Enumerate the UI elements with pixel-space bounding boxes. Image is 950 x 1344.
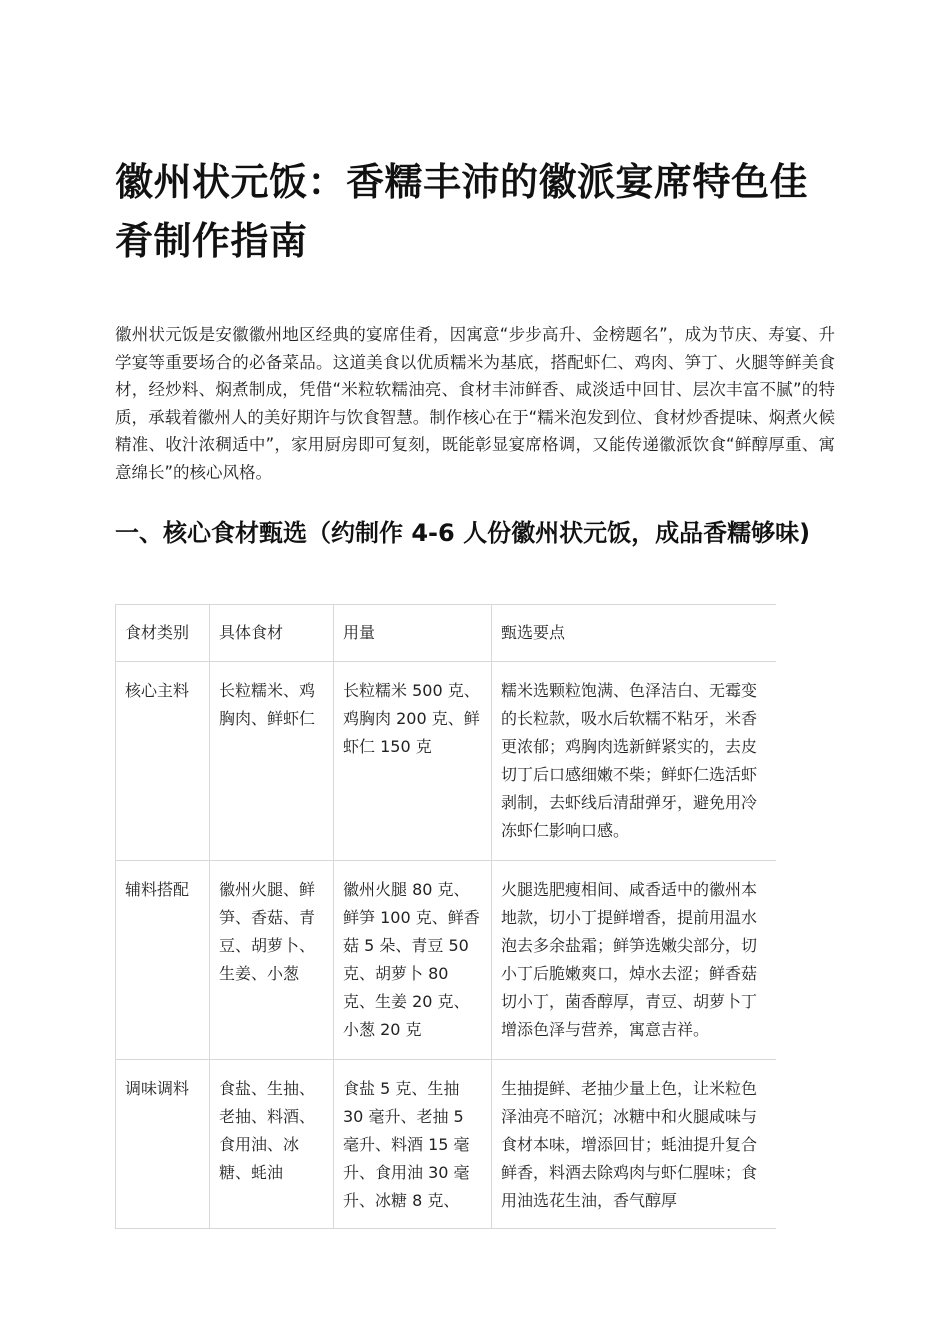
table-cell-tips: 糯米选颗粒饱满、色泽洁白、无霉变的长粒款，吸水后软糯不粘牙，米香更浓郁；鸡胸肉选新鲜紧实的，去皮切丁后口感细嫩不柴；鲜虾仁选活虾剥制，去虾线后清甜弹牙，避免用冷冻虾仁影响口感。 xyxy=(492,662,777,861)
table-header-row xyxy=(116,605,777,662)
table-header-cell: 食材类别 xyxy=(116,605,210,662)
table-row xyxy=(116,1060,777,1230)
table-cell-amount: 食盐 5 克、生抽 30 毫升、老抽 5 毫升、料酒 15 毫升、食用油 30 毫升、冰糖 8 克、 xyxy=(334,1060,492,1230)
table-cell-tips: 火腿选肥瘦相间、咸香适中的徽州本地款，切小丁提鲜增香，提前用温水泡去多余盐霜；鲜笋选嫩尖部分，切小丁后脆嫩爽口，焯水去涩；鲜香菇切小丁，菌香醇厚，青豆、胡萝卜丁增添色泽与营养，寓意吉祥。 xyxy=(492,861,777,1060)
table-cell-category: 核心主料 xyxy=(116,662,210,861)
table-cell-items: 徽州火腿、鲜笋、香菇、青豆、胡萝卜、生姜、小葱 xyxy=(210,861,334,1060)
table-cell-items: 长粒糯米、鸡胸肉、鲜虾仁 xyxy=(210,662,334,861)
section-heading: 一、核心食材甄选（约制作 4-6 人份徽州状元饭，成品香糯够味) xyxy=(115,519,811,547)
table-cell-amount: 长粒糯米 500 克、鸡胸肉 200 克、鲜虾仁 150 克 xyxy=(334,662,492,861)
table-header-cell: 甄选要点 xyxy=(492,605,777,662)
table-cell-category: 调味调料 xyxy=(116,1060,210,1230)
table-header-cell: 用量 xyxy=(334,605,492,662)
table-cell-amount: 徽州火腿 80 克、鲜笋 100 克、鲜香菇 5 朵、青豆 50 克、胡萝卜 80 克、生姜 20 克、小葱 20 克 xyxy=(334,861,492,1060)
table-cell-category: 辅料搭配 xyxy=(116,861,210,1060)
table-header-cell: 具体食材 xyxy=(210,605,334,662)
table-cell-items: 食盐、生抽、老抽、料酒、食用油、冰糖、蚝油 xyxy=(210,1060,334,1230)
page-title: 徽州状元饭：香糯丰沛的徽派宴席特色佳肴制作指南 xyxy=(115,160,809,263)
table-row xyxy=(116,662,777,861)
intro-paragraph: 徽州状元饭是安徽徽州地区经典的宴席佳肴，因寓意“步步高升、金榜题名”，成为节庆、寿宴、升学宴等重要场合的必备菜品。这道美食以优质糯米为基底，搭配虾仁、鸡肉、笋丁、火腿等鲜美食材，经炒料、焖煮制成，凭借“米粒软糯油亮、食材丰沛鲜香、咸淡适中回甘、层次丰富不腻”的特质，承载着徽州人的美好期许与饮食智慧。制作核心在于“糯米泡发到位、食材炒香提味、焖煮火候精准、收汁浓稠适中”，家用厨房即可复刻，既能彰显宴席格调，又能传递徽派饮食“鲜醇厚重、寓意绵长”的核心风格。 xyxy=(115,325,835,482)
table-cell-tips: 生抽提鲜、老抽少量上色，让米粒色泽油亮不暗沉；冰糖中和火腿咸味与食材本味，增添回甘；蚝油提升复合鲜香，料酒去除鸡肉与虾仁腥味；食用油选花生油，香气醇厚 xyxy=(492,1060,777,1230)
ingredients-table-container xyxy=(115,604,776,1229)
table-row xyxy=(116,861,777,1060)
ingredients-table xyxy=(115,604,776,1229)
